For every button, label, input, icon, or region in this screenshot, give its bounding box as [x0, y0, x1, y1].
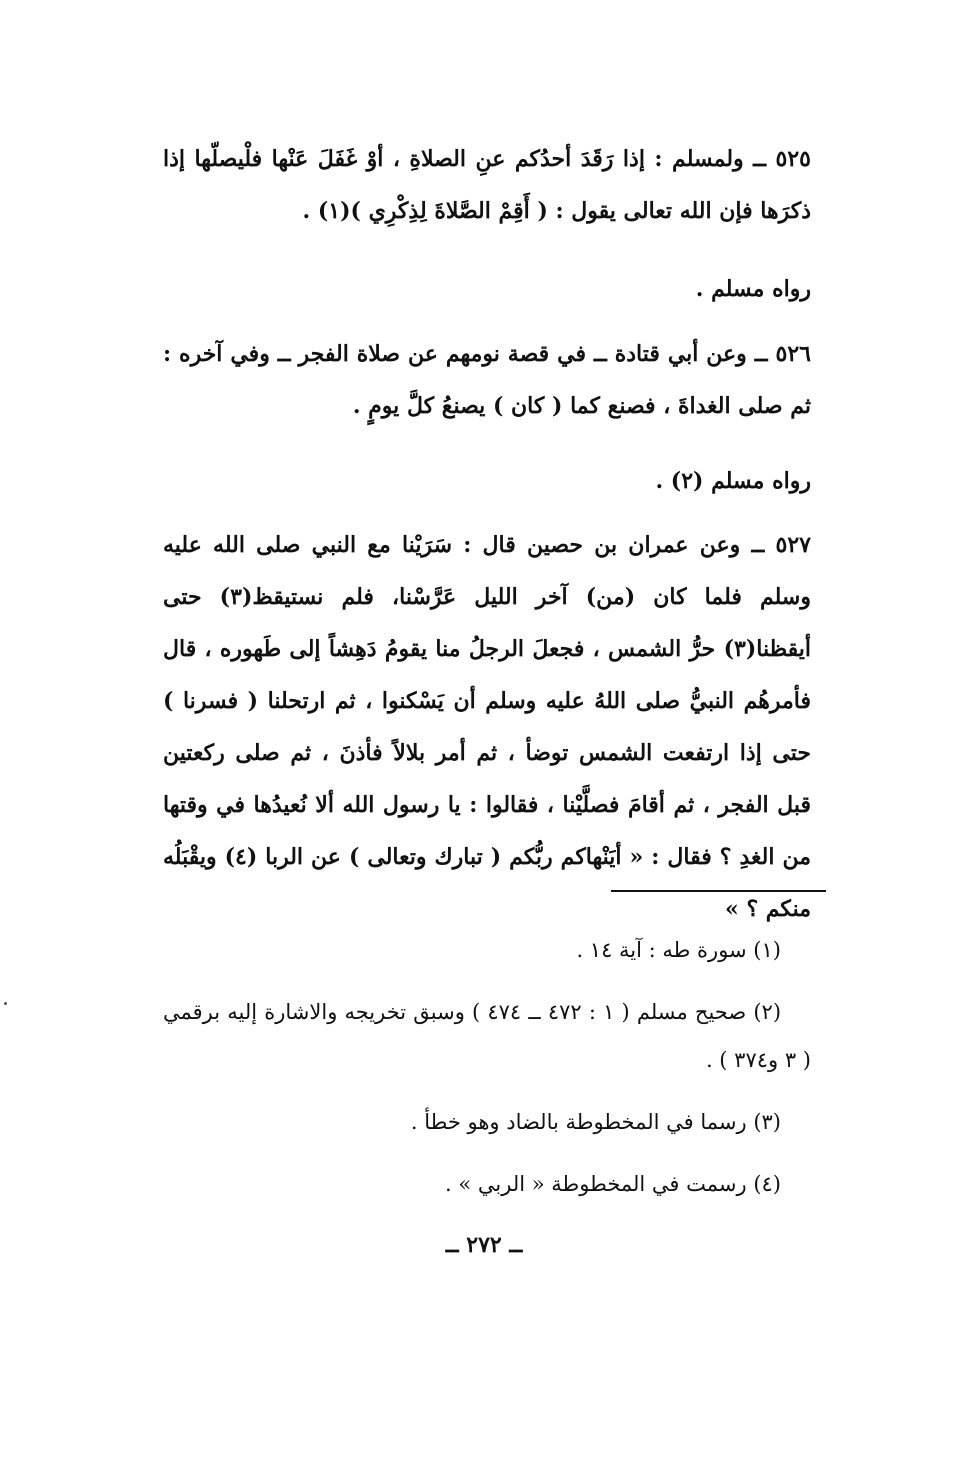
hadith-527-text: ٥٢٧ ــ وعن عمران بن حصين قال : سَرَيْنا مع النبي صلى الله عليه وسلم فلما كان (من) آخر الليل عَرَّسْنا، فلم نستيقظ(٣) حتى أيقظنا(٣) حرُّ الشمس ، فجعلَ الرجلُ منا يقومُ دَهِشاً إلى طَهوره ، قال فأمرهُم النبيُّ صلى اللهُ عليه وسلم أن يَسْكنوا ، ثم ارتحلنا ( فسرنا ) حتى إذا ارتفعت الشمس توضأ ، ثم أمر بلالاً فأذنَ ، ثم صلى ركعتين قبل الفجر ، ثم أقامَ فصلَّيْنا ، فقالوا : يا رسول الله ألا نُعيدُها في وقتها من الغدِ ؟ فقال : « أيَنْهاكم ربُّكم ( تبارك وتعالى ) عن الربا (٤) ويقْبَلُه منكم ؟ » [163, 532, 812, 922]
hadith-526-reference: رواه مسلم (٢) . [655, 468, 811, 494]
footnote-1: (١) سورة طه : آية ١٤ . [576, 938, 781, 962]
page-number: ــ ٢٧٢ ــ [445, 1232, 523, 1258]
footnote-2: (٢) صحيح مسلم ( ١ : ٤٧٢ ــ ٤٧٤ ) وسبق تخريجه والاشارة إليه برقمي ( ٣ و٣٧٤ ) . [163, 1000, 811, 1072]
scan-speck [4, 1002, 7, 1005]
hadith-526-text: ٥٢٦ ــ وعن أبي قتادة ــ في قصة نومهم عن صلاة الفجر ــ وفي آخره : ثم صلى الغداةَ ، فصنع كما ( كان ) يصنعُ كلَّ يومٍ . [163, 341, 811, 419]
footnote-4: (٤) رسمت في المخطوطة « الربي » . [445, 1172, 781, 1196]
hadith-525-text: ٥٢٥ ــ ولمسلم : إذا رَقَدَ أحدُكم عنِ الصلاةِ ، أوْ غَفَلَ عَنْها فلْيصلّها إذا ذكرَها فإن الله تعالى يقول : ( أَقِمْ الصَّلاةَ لِذِكْرِي )(١) . [163, 146, 811, 224]
footnote-divider [611, 890, 826, 892]
footnotes [163, 926, 811, 1222]
footnote-3: (٣) رسما في المخطوطة بالضاد وهو خطأ . [410, 1110, 781, 1134]
hadith-525-reference: رواه مسلم . [695, 276, 811, 302]
